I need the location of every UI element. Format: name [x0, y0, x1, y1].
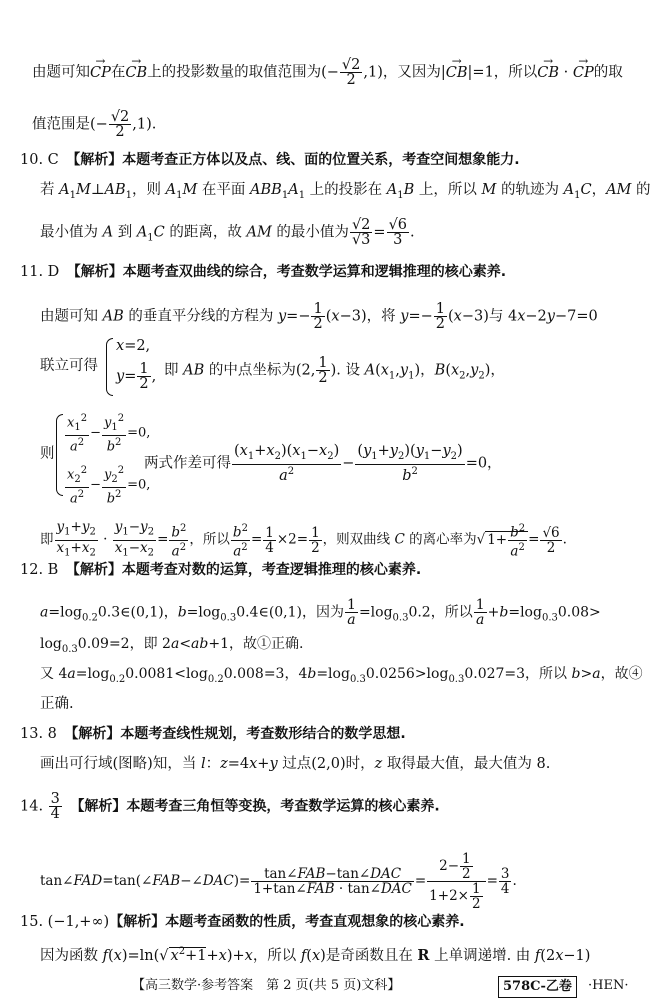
- q15-number: 15. (−1,+∞): [20, 914, 110, 930]
- footer-left: 【高三数学·参考答案 第 2 页(共 5 页)文科】: [132, 978, 401, 993]
- q13-header: [20, 724, 406, 744]
- q11-line-c: 则: [40, 446, 55, 462]
- q10-header: [20, 150, 520, 170]
- line-range-result: 值范围是(− $\frac{√2}{2}$ ,1).: [32, 109, 157, 140]
- q14-line-a: tan∠FAD=tan(∠FAB−∠DAC)= $\frac{\text{tan∠FAB−tan∠DAC}}{\text{1+tan∠FAB · tan∠DAC}}$ = 2− $\frac{1}{2}$ 1+2× $\frac{1}{2}$ = $\frac{3}{4}$ .: [40, 851, 517, 912]
- q10-line-a: 若 $A_1M\perp AB_1$，则 $A_1M$ 在平面 $ABB_1A_1$ 上的投影在 $A_1B$ 上，所以 M 的轨迹为 $A_1C$，AM 的: [40, 182, 651, 201]
- q13-line-a: 画出可行域(图略)知，当 l：z=4x+y 过点(2,0)时，z 取得最大值，最大值为 8.: [40, 756, 551, 772]
- q10-line-b: 最小值为 A 到 $A_1C$ 的距离，故 AM 的最小值为 $\frac{√2}{√3}$ = $\frac{√6}{3}$ .: [40, 217, 415, 248]
- q15-line-a: 因为函数 f(x)=ln(√ $x^2+1+x)+x$，所以 f(x)是奇函数且在 R 上单调递增. 由 f(2x−1): [40, 946, 591, 964]
- q12-number: 12. B: [20, 562, 59, 578]
- q11-system-brace-2: [56, 414, 63, 496]
- q12-heading: 【解析】本题考查对数的运算，考查逻辑推理的核心素养.: [72, 562, 422, 578]
- q13-number: 13. 8: [20, 726, 57, 742]
- footer-right: ·HEN·: [588, 978, 629, 993]
- q12-line-b: $\log_{0.3}0.09=2$，即 2a<ab+1，故①正确.: [40, 636, 304, 655]
- q14-heading: 【解析】本题考查三角恒等变换，考查数学运算的核心素养.: [77, 798, 440, 815]
- q11-header: [20, 262, 506, 282]
- q12-line-d: 正确.: [40, 696, 74, 712]
- q11-difference: 两式作差可得 $\frac{(x_1+x_2)(x_1-x_2)}{a^2}$ − $\frac{(y_1+y_2)(y_1-y_2)}{b^2}$ =0，: [144, 443, 502, 484]
- q15-header: [20, 912, 465, 932]
- footer-code: 578C-乙卷: [498, 976, 577, 998]
- q11-system-1: x=2, y= $\frac{1}{2}$ ,: [116, 338, 157, 392]
- q10-heading: 【解析】本题考查正方体以及点、线、面的位置关系，考查空间想象能力.: [73, 152, 520, 168]
- q12-line-a: $a=\log_{0.2}0.3\in(0,1)$，$b=\log_{0.3}0.4\in(0,1)$，因为 $\frac{1}{a}$ $=\log_{0.3}0.2$，所以 $\frac{1}{a}$ $+b=\log_{0.3}0.08>$: [40, 597, 601, 628]
- q11-system-brace-1: [106, 338, 113, 396]
- q15-heading: 【解析】本题考查函数的性质，考查直观想象的核心素养.: [109, 914, 465, 930]
- q11-line-a: 由题可知 AB 的垂直平分线的方程为 y=− $\frac{1}{2}$ (x−3)，将 y=− $\frac{1}{2}$ (x−3)与 4x−2y−7=0: [40, 301, 598, 332]
- q11-line-d: 即 $\frac{y_1+y_2}{x_1+x_2}$ · $\frac{y_1-y_2}{x_1-x_2}$ = $\frac{b^2}{a^2}$ ，所以 $\frac{b^2}{a^2}$ = $\frac{1}{4}$ ×2= $\frac{1}{2}$ ，则双曲线 C 的离心率为√ 1+ $\frac{b^2}{a^2}$ = $\frac{√6}{2}$ .: [40, 519, 567, 560]
- q12-header: [20, 560, 421, 580]
- q13-heading: 【解析】本题考查线性规划，考查数形结合的数学思想.: [71, 726, 406, 742]
- q11-heading: 【解析】本题考查双曲线的综合，考查数学运算和逻辑推理的核心素养.: [73, 264, 507, 280]
- q14-header: 14. $\frac{3}{4}$ 【解析】本题考查三角恒等变换，考查数学运算的核心素养.: [20, 791, 440, 822]
- q12-line-c: 又 $4a=\log_{0.2}0.0081<\log_{0.2}0.008=3$，$4b=\log_{0.3}0.0256>\log_{0.3}0.027=3$，所以 b>a，故④: [40, 666, 643, 685]
- line-projection-range: 由题可知→ CP在→ CB上的投影数量的取值范围为(− $\frac{√2}{2}$ ,1)，又因为|→ CB|=1，所以→ CB · → CP的取: [32, 58, 623, 87]
- q11-number: 11. D: [20, 264, 60, 280]
- q10-number: 10. C: [20, 152, 59, 168]
- q11-system-2: $\frac{x_1^2}{a^2}$ − $\frac{y_1^2}{b^2}$ =0, $\frac{x_2^2}{a^2}$ − $\frac{y_2^2}{b^2}$ =0,: [67, 413, 151, 507]
- q11-midpoint: 即 AB 的中点坐标为(2, $\frac{1}{2}$ ). 设 $A(x_1,y_1)$，$B(x_2,y_2)$，: [164, 355, 505, 386]
- q11-line-b: 联立可得: [40, 358, 98, 374]
